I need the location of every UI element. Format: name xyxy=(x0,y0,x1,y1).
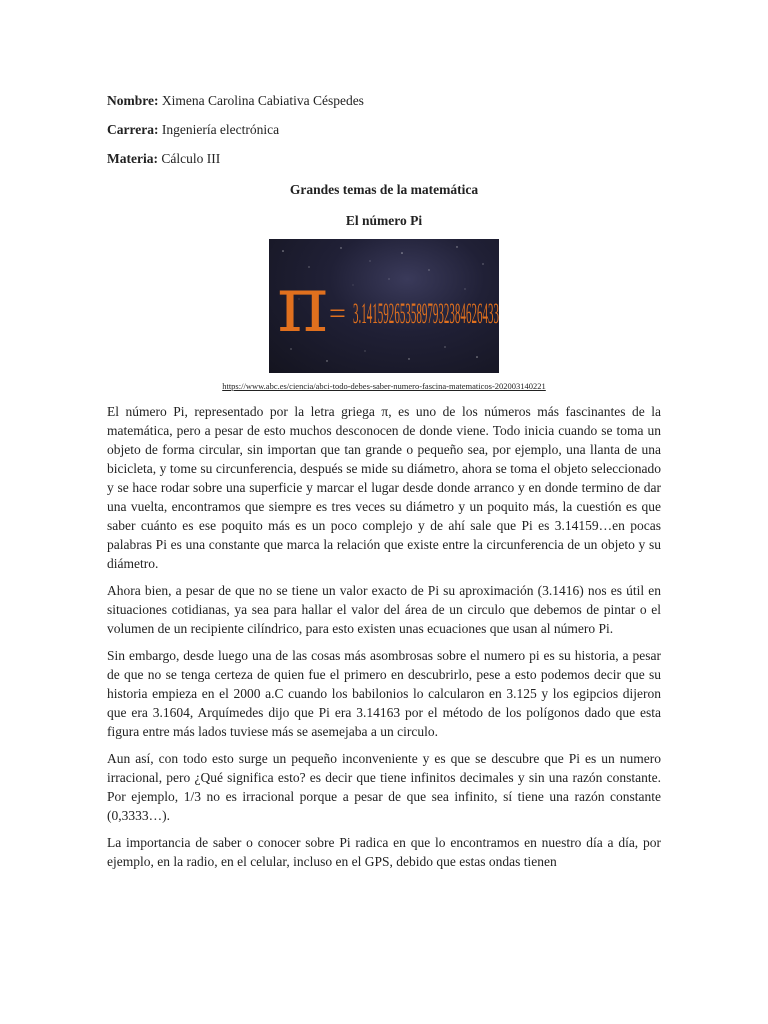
nombre-label: Nombre: xyxy=(107,93,159,108)
paragraph-1: El número Pi, representado por la letra griega π, es uno de los números más fascinantes de la matemática, pero a pesar de esto muchos desconocen de donde viene. Todo inicia cuando se toma un objeto de forma circular, sin importan que tan grande o pequeño sea, por ejemplo, una llanta de una bicicleta, y tome su circunferencia, después se mide su diámetro, ahora se toma el objeto seleccionado y se hace rodar sobre una superficie y marcar el lugar desde donde arranco y en donde termino de dar una vuelta, encontramos que siempre es tres veces su diámetro y un poquito más, la cuestión es que saber cuánto es ese poquito más es un poco complejo y de ahí sale que Pi es 3.14159…en pocas palabras Pi es una constante que marca la relación que existe entre la circunferencia de un objeto y su diámetro. xyxy=(107,404,661,571)
carrera-value: Ingeniería electrónica xyxy=(161,122,280,137)
pi-equals: = xyxy=(329,297,346,330)
materia-value: Cálculo III xyxy=(161,151,221,166)
document-subtitle: El número Pi xyxy=(345,213,423,228)
carrera-line xyxy=(107,120,661,140)
paragraph-3: Sin embargo, desde luego una de las cosas más asombrosas sobre el numero pi es su historia, a pesar de que no se tenga certeza de quien fue el primero en descubrirlo, pese a esto podemos decir que su historia empieza en el 2000 a.C cuando los babilonios lo calcularon en 3.125 y los egipcios dijeron que era 3.1604, Arquímedes dijo que Pi era 3.14163 por el método de los polígonos dado que esta figura entre más lados tuviese más se asemejaba a un circulo. xyxy=(107,648,661,739)
pi-digits: 3.1415926535897932384626433 xyxy=(353,297,499,330)
pi-symbol: π xyxy=(277,260,329,350)
materia-line xyxy=(107,149,661,169)
pi-image xyxy=(269,239,499,373)
paragraph-4: Aun así, con todo esto surge un pequeño inconveniente y es que se descubre que Pi es un numero irracional, pero ¿Qué significa esto? es decir que tiene infinitos decimales y sin una razón constante. Por ejemplo, 1/3 no es irracional porque a pesar de que sea infinito, sí tiene una razón constante (0,3333…). xyxy=(107,751,661,823)
carrera-label: Carrera: xyxy=(107,122,159,137)
nombre-line xyxy=(107,91,661,111)
paragraph-5: La importancia de saber o conocer sobre Pi radica en que lo encontramos en nuestro día a día, por ejemplo, en la radio, en el celular, incluso en el GPS, debido que estas ondas tienen xyxy=(107,835,661,869)
pi-image-art xyxy=(269,239,499,373)
image-source-link[interactable]: https://www.abc.es/ciencia/abci-todo-debes-saber-numero-fascina-matematicos-202003140221 xyxy=(222,381,546,391)
materia-label: Materia: xyxy=(107,151,158,166)
paragraph-2: Ahora bien, a pesar de que no se tiene un valor exacto de Pi su aproximación (3.1416) nos es útil en situaciones cotidianas, ya sea para hallar el valor del área de un circulo que debemos de pintar o el volumen de un recipiente cilíndrico, para esto existen unas ecuaciones que usan al número Pi. xyxy=(107,583,661,636)
document-page xyxy=(107,91,661,879)
document-title: Grandes temas de la matemática xyxy=(289,182,479,197)
nombre-value: Ximena Carolina Cabiativa Céspedes xyxy=(161,93,364,108)
